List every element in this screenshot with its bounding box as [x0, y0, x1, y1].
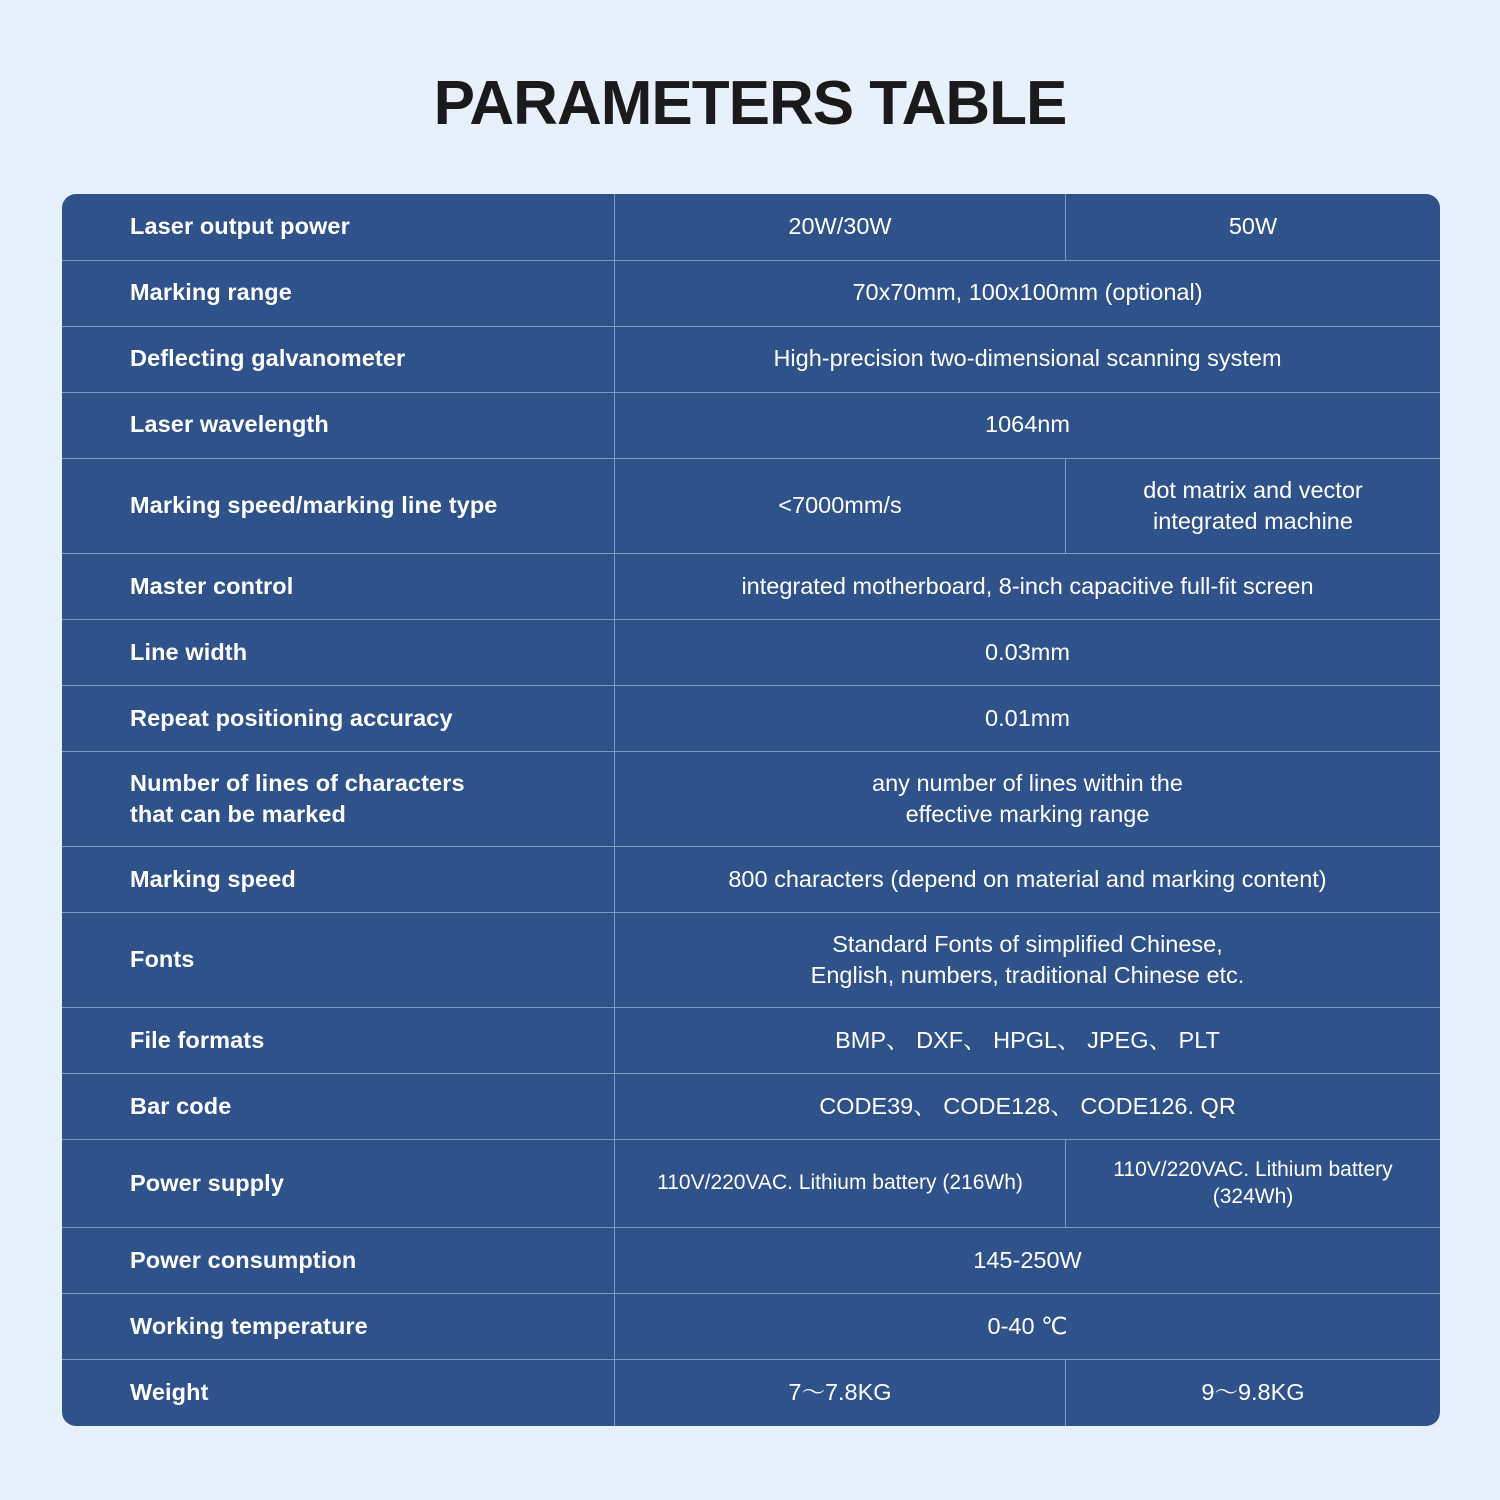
- table-row: [62, 751, 1440, 846]
- table-row: [62, 1007, 1440, 1073]
- row-label: Deflecting galvanometer: [62, 326, 615, 392]
- row-value: 70x70mm, 100x100mm (optional): [615, 260, 1441, 326]
- table-row: [62, 458, 1440, 553]
- row-label: Weight: [62, 1360, 615, 1426]
- table-row: [62, 912, 1440, 1007]
- row-label: Marking speed/marking line type: [62, 458, 615, 553]
- row-value: any number of lines within the effective marking range: [615, 751, 1441, 846]
- row-value: 800 characters (depend on material and marking content): [615, 846, 1441, 912]
- row-label: Laser output power: [62, 194, 615, 260]
- table-row: [62, 1294, 1440, 1360]
- row-value-left: 20W/30W: [615, 194, 1066, 260]
- row-label: Power supply: [62, 1139, 615, 1227]
- table-row: [62, 1139, 1440, 1227]
- row-value: BMP、 DXF、 HPGL、 JPEG、 PLT: [615, 1007, 1441, 1073]
- row-value: Standard Fonts of simplified Chinese, English, numbers, traditional Chinese etc.: [615, 912, 1441, 1007]
- page-title: PARAMETERS TABLE: [433, 69, 1067, 138]
- row-label: Bar code: [62, 1073, 615, 1139]
- parameters-table: [62, 194, 1440, 1426]
- row-value: CODE39、 CODE128、 CODE126. QR: [615, 1073, 1441, 1139]
- table-row: [62, 1073, 1440, 1139]
- row-label: Line width: [62, 619, 615, 685]
- row-value-right: 9～9.8KG: [1201, 1379, 1305, 1406]
- table-row: [62, 326, 1440, 392]
- table-row: [62, 846, 1440, 912]
- row-value: 145-250W: [615, 1228, 1441, 1294]
- row-value-right: 110V/220VAC. Lithium battery (324Wh): [1066, 1139, 1441, 1227]
- table-row: [62, 619, 1440, 685]
- table-row: [62, 1228, 1440, 1294]
- row-value-left: <7000mm/s: [615, 458, 1066, 553]
- row-label: File formats: [62, 1007, 615, 1073]
- table-row: [62, 194, 1440, 260]
- row-value-left: 7～7.8KG: [615, 1360, 1066, 1426]
- row-label: Working temperature: [62, 1294, 615, 1360]
- row-value: 0.01mm: [615, 685, 1441, 751]
- row-value: 1064nm: [615, 392, 1441, 458]
- row-value: 0-40 ℃: [615, 1294, 1441, 1360]
- row-value-right: dot matrix and vector integrated machine: [1066, 458, 1441, 553]
- row-label: Marking speed: [62, 846, 615, 912]
- parameters-table-container: [62, 194, 1440, 1426]
- row-value: integrated motherboard, 8-inch capacitive full-fit screen: [615, 553, 1441, 619]
- row-value-left: 110V/220VAC. Lithium battery (216Wh): [615, 1139, 1066, 1227]
- table-row: [62, 1360, 1440, 1426]
- row-label: Laser wavelength: [62, 392, 615, 458]
- row-label: Number of lines of characters that can be marked: [62, 751, 615, 846]
- row-label: Fonts: [62, 912, 615, 1007]
- row-label: Repeat positioning accuracy: [62, 685, 615, 751]
- table-row: [62, 392, 1440, 458]
- row-value-right: 50W: [1066, 194, 1441, 260]
- row-value: 0.03mm: [615, 619, 1441, 685]
- row-label: Marking range: [62, 260, 615, 326]
- row-label: Master control: [62, 553, 615, 619]
- table-row: [62, 685, 1440, 751]
- row-label: Power consumption: [62, 1228, 615, 1294]
- row-value: High-precision two-dimensional scanning system: [615, 326, 1441, 392]
- table-row: [62, 260, 1440, 326]
- table-row: [62, 553, 1440, 619]
